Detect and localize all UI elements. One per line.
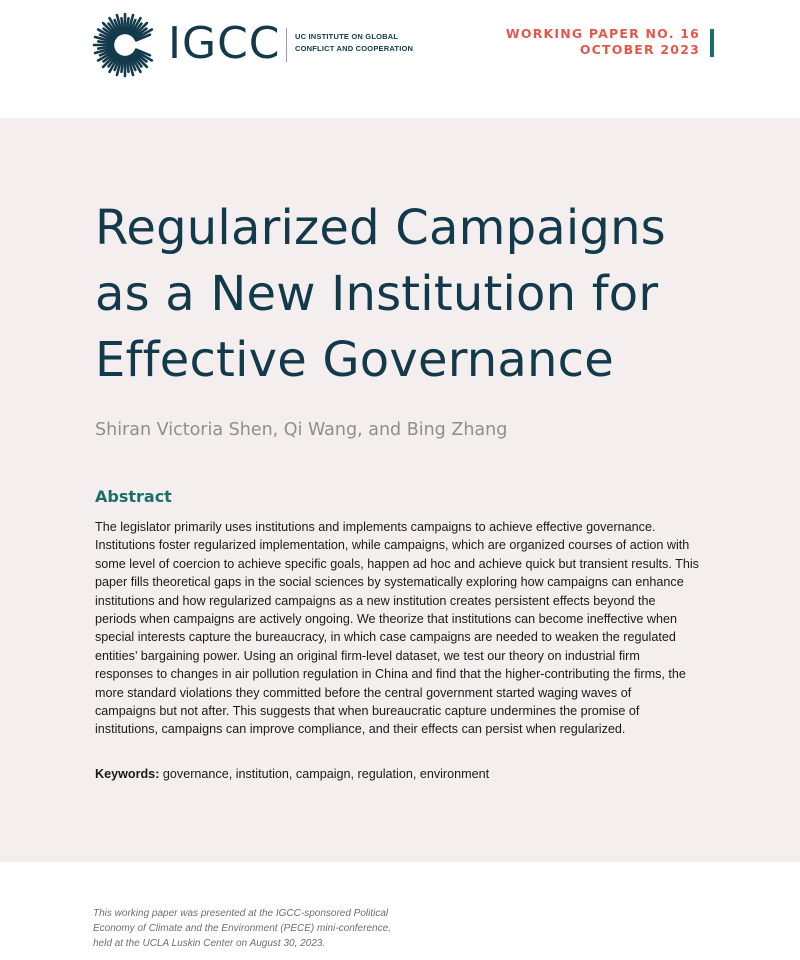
abstract-line: periods when campaigns are actively ongoing. We theorize that institutions can become ineffective when — [95, 612, 677, 627]
abstract-line: more standard violations they committed before the central government started waging waves of — [95, 685, 632, 700]
abstract-line: special interests capture the bureaucracy, in which case campaigns are needed to weaken the regulated — [95, 630, 676, 645]
abstract-line: paper fills theoretical gaps in the social sciences by systematically exploring how campaigns can enhance — [95, 575, 684, 590]
logo-subtitle-line: CONFLICT AND COOPERATION — [295, 44, 414, 53]
logo-subtitle-line: UC INSTITUTE ON GLOBAL — [295, 32, 399, 41]
logo-wordmark: IGCC — [168, 18, 281, 69]
working-paper-label — [506, 26, 700, 58]
footnote-line: held at the UCLA Luskin Center on August 30, 2023. — [93, 938, 326, 949]
abstract-line: some level of coercion to achieve specific goals, happen ad hoc and achieve quick but transient results. This — [95, 556, 699, 571]
abstract-line: campaigns but not after. This suggests that when bureaucratic capture undermines the promise of — [95, 704, 640, 719]
publication-date: OCTOBER 2023 — [579, 42, 700, 57]
abstract-line: The legislator primarily uses institutions and implements campaigns to achieve effective governance. — [95, 520, 656, 534]
footnote-line: This working paper was presented at the IGCC-sponsored Political — [93, 908, 389, 919]
abstract-body — [95, 518, 710, 739]
accent-bar — [710, 29, 714, 57]
authors: Shiran Victoria Shen, Qi Wang, and Bing Zhang — [95, 420, 508, 440]
logo-subtitle — [295, 31, 413, 55]
header — [0, 0, 800, 118]
title-line: Effective Governance — [95, 332, 614, 388]
abstract-heading: Abstract — [95, 487, 172, 506]
footnote-line: Economy of Climate and the Environment (PECE) mini-conference, — [93, 923, 391, 934]
keywords — [95, 767, 710, 781]
logo-center — [117, 37, 133, 53]
working-paper-number: WORKING PAPER NO. 16 — [505, 26, 700, 41]
abstract-line: entities’ bargaining power. Using an original firm-level dataset, we test our theory on industrial firm — [95, 648, 640, 663]
abstract-line: institutions, campaigns can improve compliance, and their effects can persist when regularized. — [95, 722, 626, 737]
abstract-line: Institutions foster regularized implementation, while campaigns, which are organized courses of action with — [95, 538, 690, 553]
title-line: as a New Institution for — [95, 266, 659, 322]
abstract-line: responses to changes in air pollution regulation in China and find that the higher-contributing the firms, the — [95, 667, 686, 682]
abstract-line: institutions and how regularized campaigns as a new institution creates persistent effects beyond the — [95, 593, 656, 608]
igcc-logo-icon — [92, 12, 158, 78]
title-line: Regularized Campaigns — [95, 200, 666, 256]
paper-title — [95, 195, 735, 393]
keywords-text: governance, institution, campaign, regulation, environment — [159, 767, 490, 781]
footnote — [93, 906, 433, 951]
logo-divider — [286, 28, 287, 62]
keywords-label: Keywords: — [95, 767, 160, 781]
